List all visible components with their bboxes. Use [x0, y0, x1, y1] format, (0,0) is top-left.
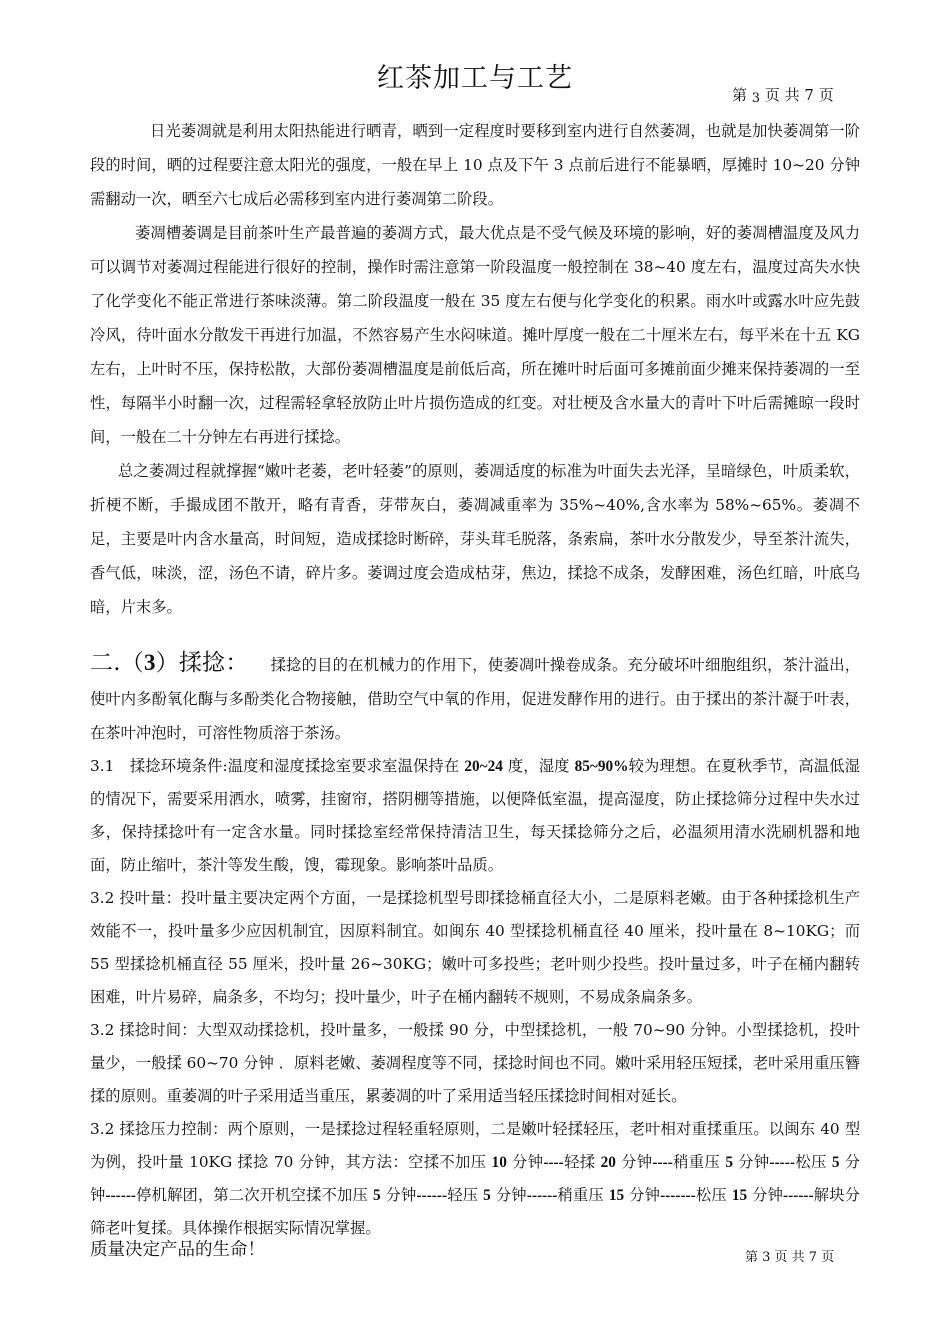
pressure-step-value: ------- — [660, 1187, 696, 1204]
page-label-prefix: 第 — [732, 86, 748, 104]
pressure-step-text: 松压 — [794, 1153, 832, 1171]
item-rolling-pressure — [90, 1113, 860, 1245]
pressure-step-text: 停机解团，第二次开机空揉不加压 — [136, 1186, 373, 1204]
section-heading-number: 3 — [143, 650, 156, 675]
footer-page-indicator: 第 3 页 共 7 页 — [745, 1250, 835, 1265]
pressure-step-value: ----- — [769, 1154, 795, 1171]
pressure-step-value: ------ — [105, 1187, 137, 1204]
item-text: 度，湿度 — [502, 757, 575, 775]
pressure-step-value: 10 — [491, 1154, 507, 1171]
item-text: 较为理想。在夏秋季节，高温低湿的情况下，需要采用洒水，喷雾，挂窗帘，搭阴棚等措施，以便降低室温，提高湿度，防止揉捻筛分过程中失水过多，保持揉捻叶有一定含水量。同时揉捻室经常保持清洁卫生，每天揉捻筛分之后，必温须用清水洗刷机器和地面，防止缩叶，茶汁等发生酸，馊，霉现象。影响茶叶品质。 — [90, 757, 860, 874]
header-page-indicator — [732, 84, 834, 105]
pressure-step-value: ---- — [543, 1154, 564, 1171]
item-rolling-environment — [90, 750, 860, 882]
document-body — [90, 114, 860, 1245]
document-title: 红茶加工与工艺 — [377, 63, 573, 94]
temperature-range: 20~24 — [464, 758, 503, 775]
section-heading — [90, 650, 249, 676]
pressure-step-value: 15 — [608, 1187, 625, 1204]
pressure-step-text: 分钟 — [624, 1186, 661, 1204]
pressure-step-text: 分钟 — [90, 1153, 860, 1204]
pressure-step-text: 分钟 — [747, 1186, 784, 1204]
pressure-step-value: 5 — [831, 1154, 840, 1171]
item-text: 3.1 揉捻环境条件:温度和湿度揉捻室要求室温保持在 — [90, 757, 465, 775]
item-rolling-time: 3.2 揉捻时间：大型双动揉捻机，投叶量多，一般揉 90 分，中型揉捻机，一般 70~90 分钟。小型揉捻机，投叶量少，一般揉 60~70 分钟 ．原料老嫩、萎凋程度等不同，揉捻时间也不同。嫩叶采用轻压短揉，老叶采用重压簪揉的原则。重萎凋的叶子采用适当重压，累萎凋的叶了采用适当轻压揉捻时间相对延长。 — [90, 1021, 860, 1105]
pressure-step-text: 解块分筛老叶复揉。具体操作根据实际情况掌握。 — [90, 1186, 860, 1237]
pressure-step-text: 轻压 — [447, 1186, 484, 1204]
paragraph-sun-withering: 日光萎凋就是利用太阳热能进行晒青，晒到一定程度时要移到室内进行自然萎凋，也就是加快萎凋第一阶段的时间，晒的过程要注意太阳光的强度，一般在早上 10 点及下午 3 点前后进行不能暴晒，厚摊时 10~20 分钟需翻动一次，晒至六七成后必需移到室内进行萎凋第二阶段。 — [90, 122, 860, 208]
section-rolling — [90, 646, 860, 750]
pressure-step-text: 分钟 — [380, 1186, 417, 1204]
pressure-step-text: 轻揉 — [563, 1153, 601, 1171]
page-label-suffix: 页 — [818, 86, 834, 104]
pressure-step-text: 稍重压 — [672, 1153, 726, 1171]
pressure-step-text: 分钟 — [615, 1153, 653, 1171]
pressure-step-text: 松压 — [695, 1186, 732, 1204]
item-leaf-quantity: 3.2 投叶量：投叶量主要决定两个方面，一是揉捻机型号即揉捻桶直径大小，二是原料老嫩。由于各种揉捻机生产效能不一，投叶量多少应因机制宜，因原料制宜。如闽东 40 型揉捻机桶直径 40 厘米，投叶量在 8~10KG；而 55 型揉捻机桶直径 55 厘米，投叶量 26~30KG；嫩叶可多投些；老叶则少投些。投叶量过多，叶子在桶内翻转困难，叶片易碎，扁条多，不均匀；投叶量少，叶子在桶内翻转不规则，不易成条扁条多。 — [90, 889, 860, 1006]
pressure-step-value: 5 — [372, 1187, 381, 1204]
pressure-step-value: ------ — [416, 1187, 448, 1204]
page-number: 3 — [751, 91, 761, 106]
humidity-range: 85~90% — [574, 758, 629, 775]
footer-slogan: 质量决定产品的生命！ — [90, 1240, 265, 1260]
paragraph-withering-summary: 总之萎凋过程就撑握“嫩叶老萎，老叶轻萎”的原则，萎凋适度的标准为叶面失去光泽，呈暗绿色，叶质柔软，折梗不断，手撮成团不散开，略有青香，芽带灰白，萎凋减重率为 35%~40%,含水率为 58%~65%。萎凋不足，主要是叶内含水量高，时间短，造成揉捻时断碎，芽头茸毛脱落，条索扁，茶叶水分散发少，导至茶汁流失，香气低，味淡，涩，汤色不请，碎片多。萎调过度会造成枯芽，焦边，揉捻不成条，发酵困难，汤色红暗，叶底乌暗，片末多。 — [90, 462, 860, 616]
section-heading-prefix: 二.（ — [90, 650, 144, 676]
pressure-step-value: 20 — [600, 1154, 616, 1171]
pressure-step-value: ------ — [526, 1187, 558, 1204]
pressure-step-text: 3.2 揉捻压力控制：两个原则，一是揉捻过程轻重轻原则，二是嫩叶轻揉轻压，老叶相对重揉重压。以闽东 40 型为例，投叶量 10KG 揉捻 70 分钟，其方法：空揉不加压 — [90, 1120, 860, 1171]
pressure-step-text: 分钟 — [490, 1186, 527, 1204]
pressure-step-text: 分钟 — [506, 1153, 544, 1171]
section-heading-suffix: ）揉捻： — [155, 650, 249, 676]
pressure-step-value: ------ — [783, 1187, 814, 1204]
page-total: 7 — [804, 86, 814, 104]
pressure-step-value: 15 — [731, 1187, 748, 1204]
paragraph-trough-withering: 萎凋槽萎调是目前茶叶生产最普遍的萎凋方式，最大优点是不受气候及环境的影响，好的萎凋槽温度及风力可以调节对萎凋过程能进行很好的控制，操作时需注意第一阶段温度一般控制在 38~40 度左右，温度过高失水快了化学变化不能正常进行茶味淡薄。第二阶段温度一般在 35 度左右便与化学变化的积累。雨水叶或露水叶应先鼓冷风，待叶面水分散发干再进行加温，不然容易产生水闷味道。摊叶厚度一般在二十厘米左右，每平米在十五 KG 左右，上叶时不压，保持松散，大部份萎凋槽温度是前低后高，所在摊叶时后面可多摊前面少摊来保持萎凋的一至性，每隔半小时翻一次，过程需轻拿轻放防止叶片损伤造成的红变。对壮梗及含水量大的青叶下叶后需摊晾一段时间，一般在二十分钟左右再进行揉捻。 — [90, 224, 860, 446]
pressure-step-value: 5 — [725, 1154, 733, 1171]
section-intro: 揉捻的目的在机械力的作用下，使萎凋叶操卷成条。充分破坏叶细胞组织，茶汁溢出，使叶内多酚氧化酶与多酚类化合物接触，借助空气中氧的作用，促进发酵作用的进行。由于揉出的茶汁凝于叶表，在茶叶冲泡时，可溶性物质溶于茶汤。 — [90, 656, 861, 742]
pressure-step-text: 分钟 — [732, 1153, 770, 1171]
pressure-step-value: ---- — [652, 1154, 673, 1171]
pressure-step-value: 5 — [483, 1187, 491, 1204]
pressure-step-text: 稍重压 — [557, 1186, 609, 1204]
page-label-mid: 页 共 — [764, 86, 800, 104]
